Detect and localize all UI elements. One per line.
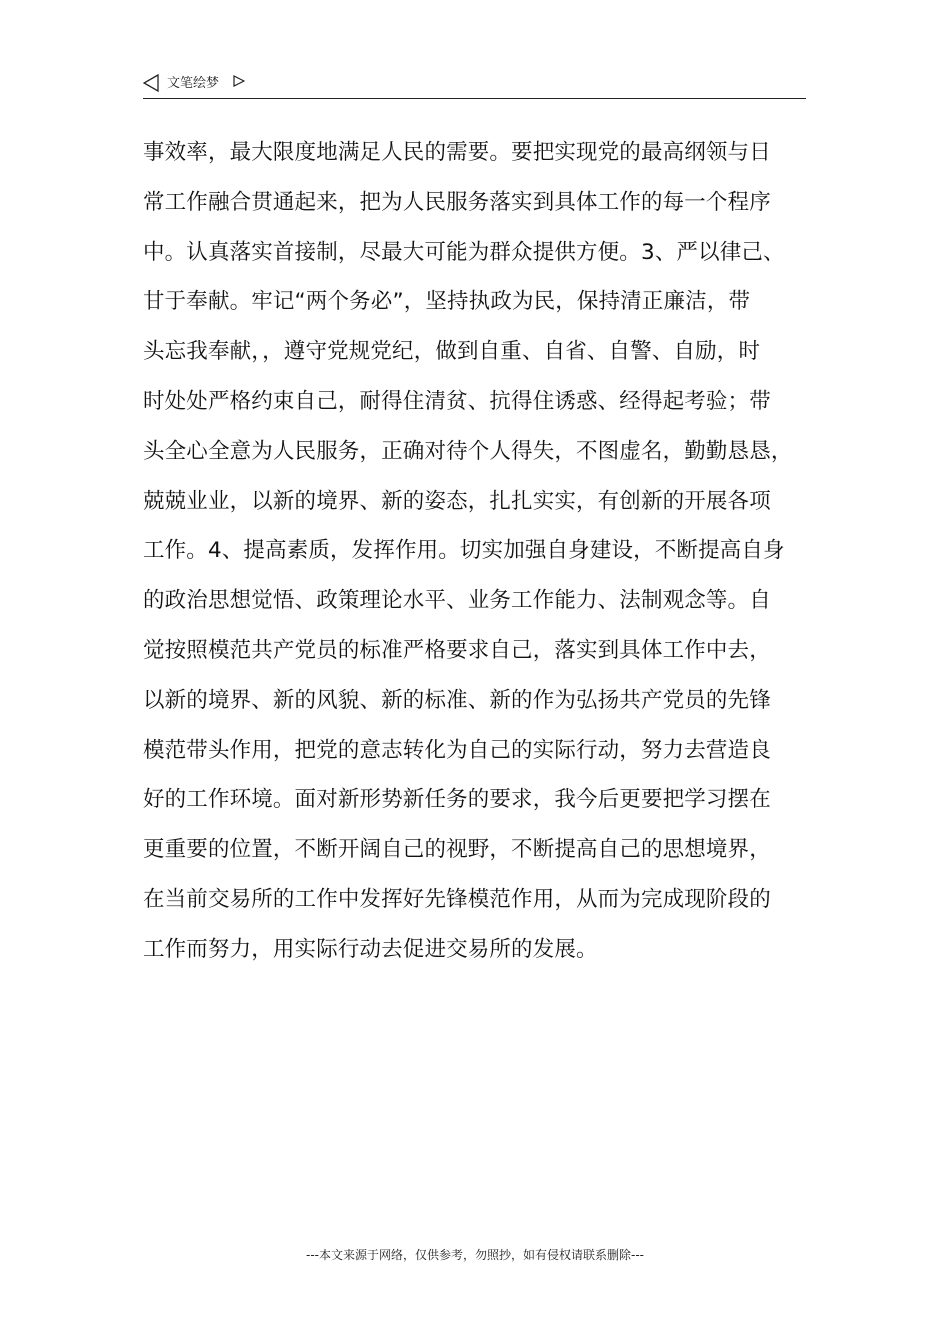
text-line: 觉按照模范共产党员的标准严格要求自己，落实到具体工作中去， — [143, 637, 771, 663]
text-line: 好的工作环境。面对新形势新任务的要求，我今后更要把学习摆在 — [143, 787, 771, 813]
text-line: 兢兢业业，以新的境界、新的姿态，扎扎实实，有创新的开展各项 — [143, 488, 771, 514]
text-line: 工作而努力，用实际行动去促进交易所的发展。 — [143, 936, 598, 962]
text-line: 中。认真落实首接制，尽最大可能为群众提供方便。3、严以律己、 — [143, 239, 785, 265]
text-line: 的政治思想觉悟、政策理论水平、业务工作能力、法制观念等。自 — [143, 588, 771, 614]
text-line: 在当前交易所的工作中发挥好先锋模范作用，从而为完成现阶段的 — [143, 886, 771, 912]
text-line: 头全心全意为人民服务，正确对待个人得失，不图虚名，勤勤恳恳， — [143, 438, 793, 464]
page-header — [143, 72, 806, 99]
document-body — [143, 128, 813, 975]
text-line: 事效率，最大限度地满足人民的需要。要把实现党的最高纲领与日 — [143, 140, 771, 165]
triangle-right-icon — [233, 75, 245, 87]
text-line: 模范带头作用，把党的意志转化为自己的实际行动，努力去营造良 — [143, 737, 771, 763]
footer-notice: ---本文来源于网络，仅供参考，勿照抄，如有侵权请联系删除--- — [306, 1248, 644, 1262]
brand-title: 文笔绘梦 — [167, 76, 220, 91]
text-line: 工作。4、提高素质，发挥作用。切实加强自身建设，不断提高自身 — [143, 538, 785, 564]
text-line: 时处处严格约束自己，耐得住清贫、抗得住诱惑、经得起考验；带 — [143, 388, 771, 414]
text-line: 更重要的位置，不断开阔自己的视野，不断提高自己的思想境界， — [143, 837, 771, 863]
triangle-left-icon — [143, 74, 159, 92]
text-line: 头忘我奉献，，遵守党规党纪，做到自重、自省、自警、自励，时 — [143, 339, 761, 365]
text-line: 甘于奉献。牢记“两个务必”，坚持执政为民，保持清正廉洁，带 — [143, 289, 751, 315]
text-line: 以新的境界、新的风貌、新的标准、新的作为弘扬共产党员的先锋 — [143, 687, 771, 713]
text-line: 常工作融合贯通起来，把为人民服务落实到具体工作的每一个程序 — [143, 189, 771, 215]
